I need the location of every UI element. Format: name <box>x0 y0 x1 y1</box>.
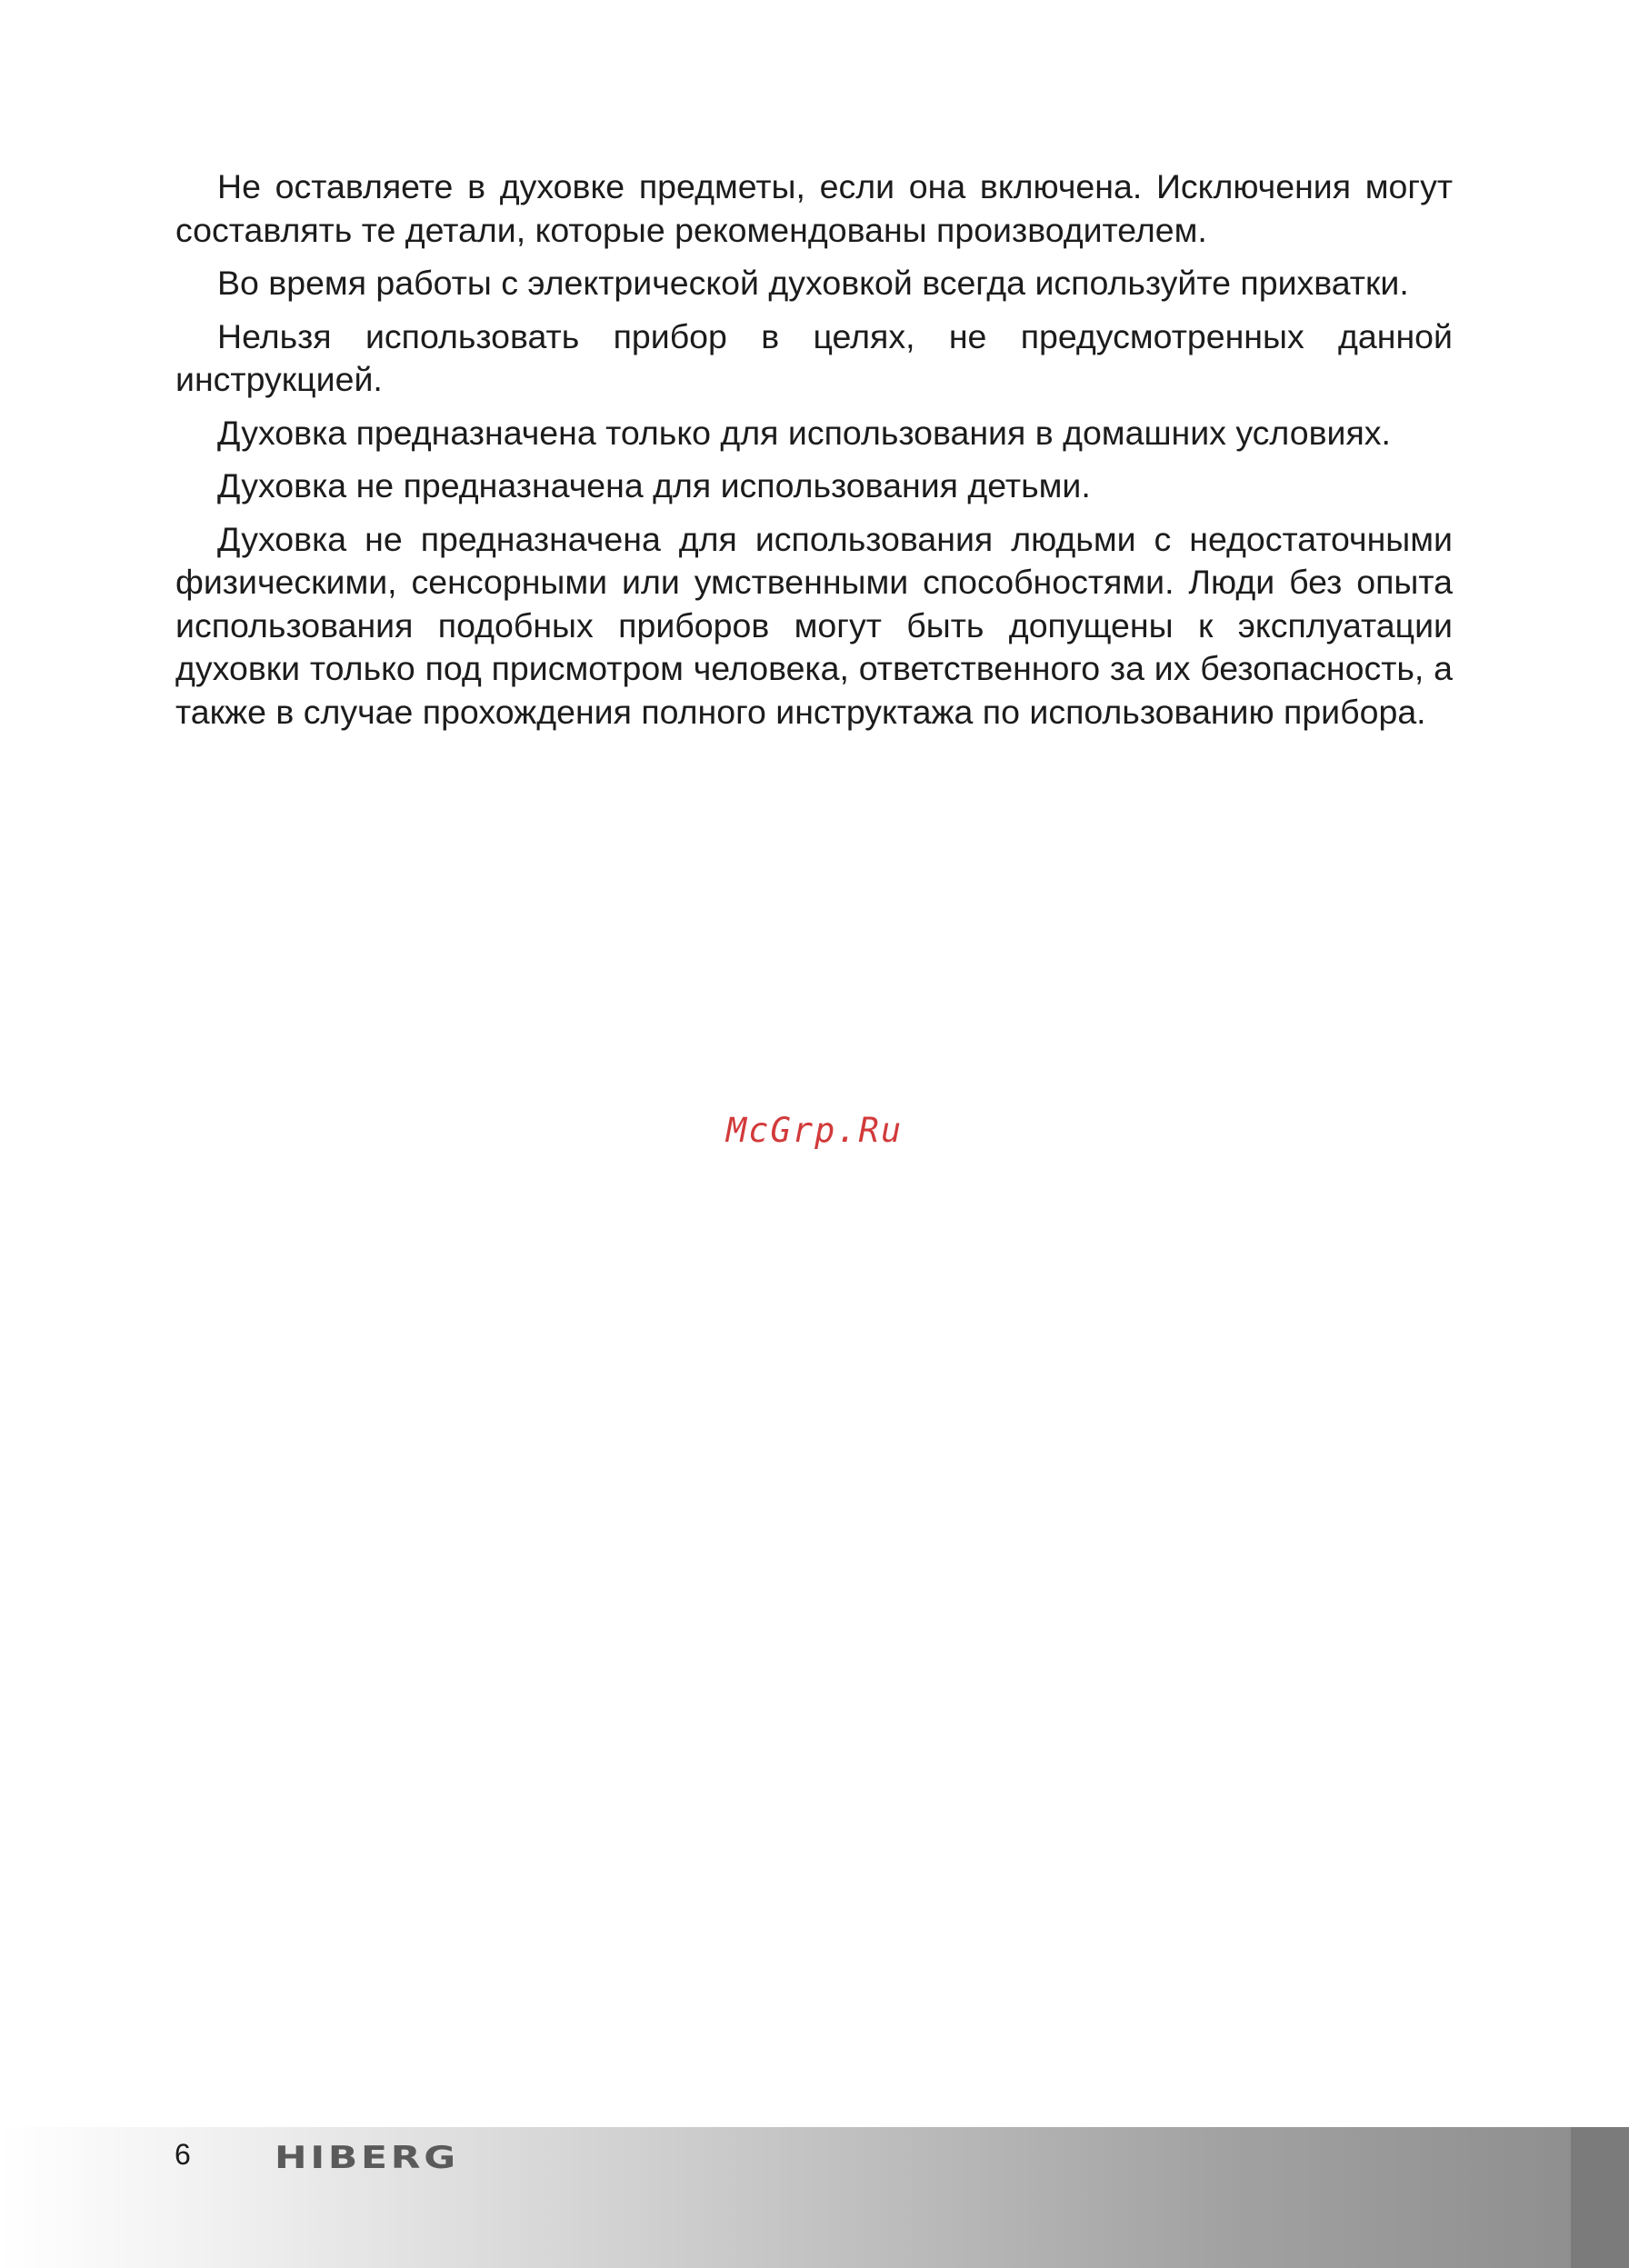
watermark-text: McGrp.Ru <box>725 1111 904 1150</box>
paragraph-use-oven-mitts: Во время работы с электрической духовкой всегда используйте прихватки. <box>217 264 1409 302</box>
paragraph-not-for-children: Духовка не предназначена для использования детьми. <box>217 466 1091 505</box>
paragraph-items-in-oven: Не оставляете в духовке предметы, если она включена. Исключения могут составлять те детали, которые рекомендованы производителем. <box>175 167 1453 249</box>
safety-instructions <box>175 165 1453 744</box>
footer-bar <box>0 2127 1629 2268</box>
brand-logo: HIBERG <box>275 2140 459 2176</box>
paragraph-intended-use: Нельзя использовать прибор в целях, не предусмотренных данной инструкцией. <box>175 316 1453 398</box>
paragraph-domestic-use: Духовка предназначена только для использования в домашних условиях. <box>217 413 1391 452</box>
page-number: 6 <box>175 2138 191 2171</box>
paragraph-limited-abilities: Духовка не предназначена для использования людьми с недостаточными физическими, сенсорными или умственными способностями. Люди без опыта использования подобных приборов могут быть допущены к эксплуатации духовки только под присмотром человека, ответственного за их безопасность, а также в случае прохождения полного инструктажа по использованию прибора. <box>175 519 1453 731</box>
footer-edge-block <box>1571 2127 1629 2268</box>
